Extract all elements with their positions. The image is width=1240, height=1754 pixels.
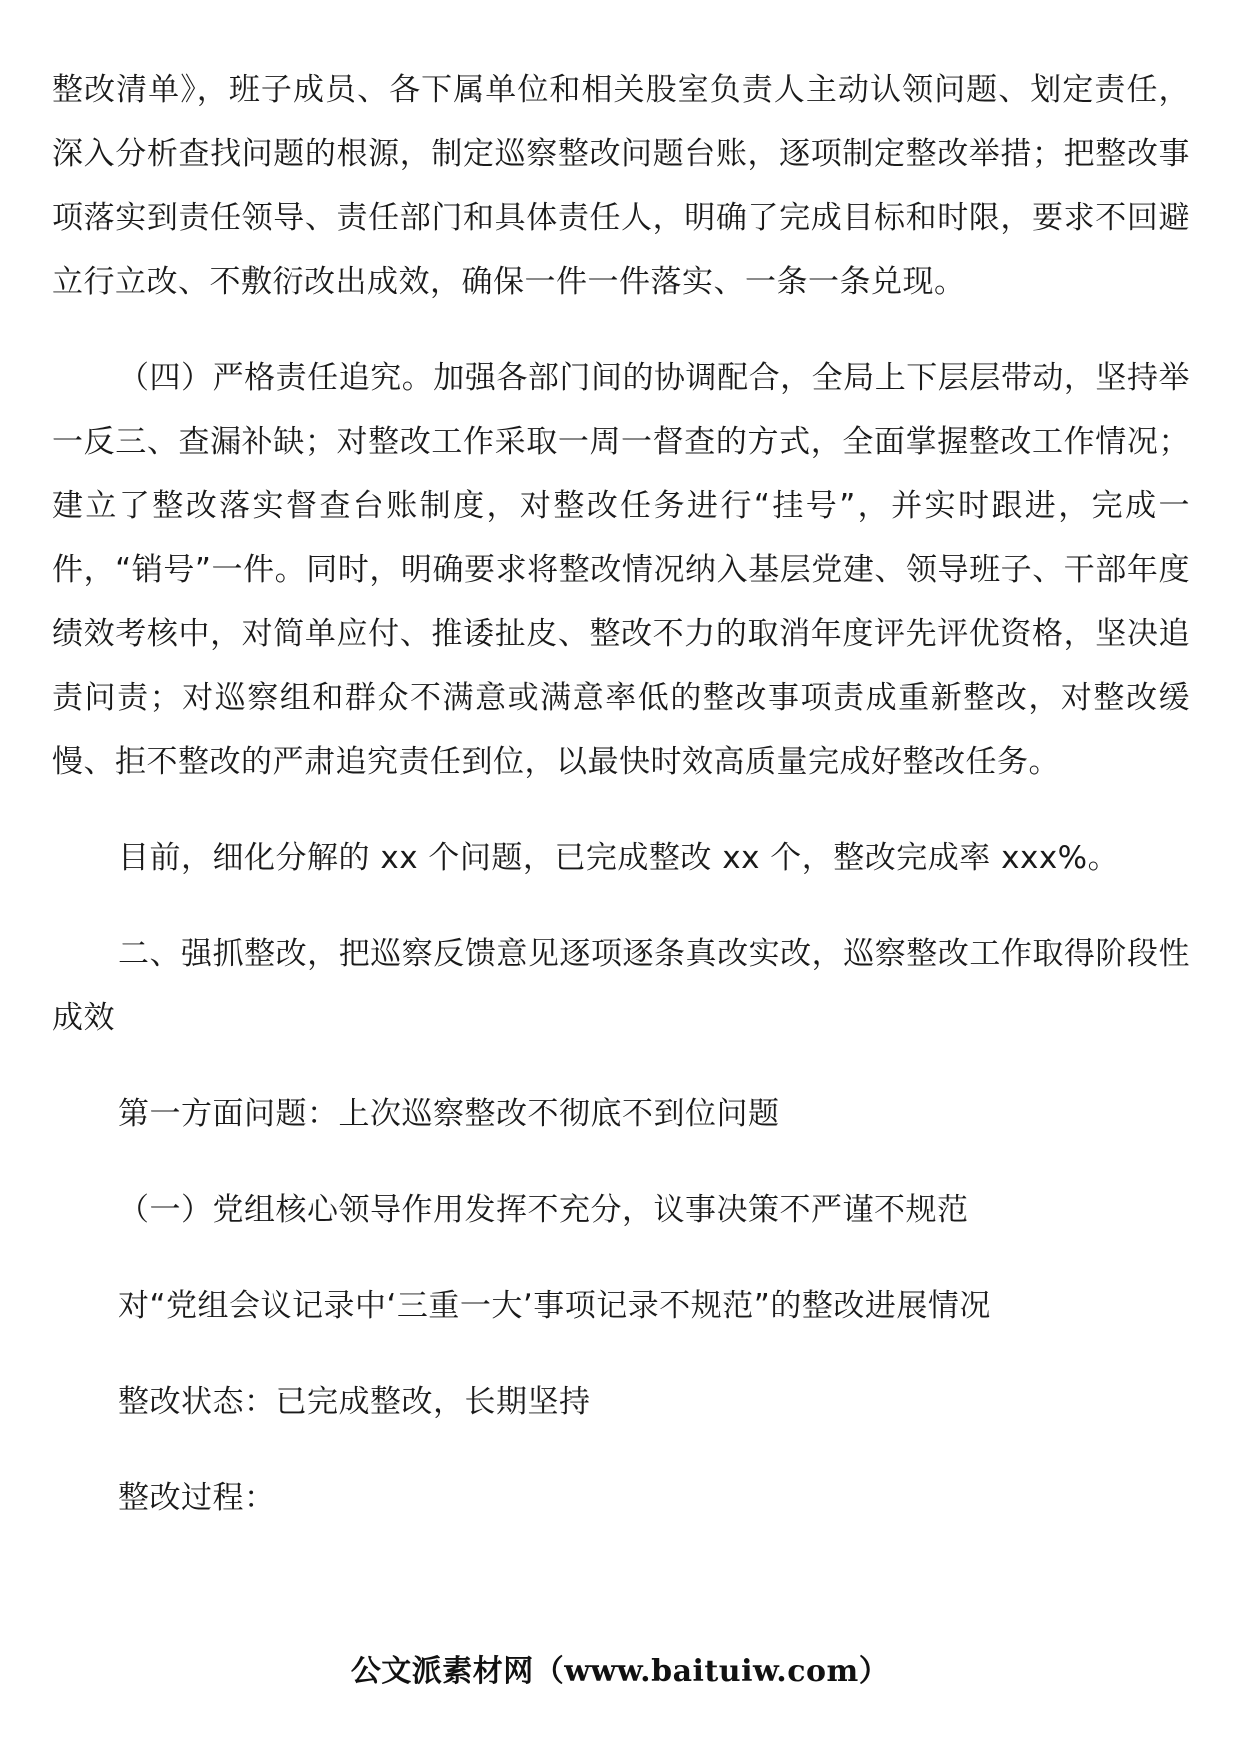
paragraph-section-two-heading: 二、强抓整改，把巡察反馈意见逐项逐条真改实改，巡察整改工作取得阶段性成效 xyxy=(52,936,1190,1036)
paragraph-rectification-status: 整改状态：已完成整改，长期坚持 xyxy=(118,1384,591,1420)
paragraph-item-one: （一）党组核心领导作用发挥不充分，议事决策不严谨不规范 xyxy=(118,1192,969,1228)
page-footer: 公文派素材网（www.baituiw.com） xyxy=(350,1654,890,1689)
paragraph-continuation: 整改清单》，班子成员、各下属单位和相关股室负责人主动认领问题、划定责任，深入分析查找问题的根源，制定巡察整改问题台账，逐项制定整改举措；把整改事项落实到责任领导、责任部门和具体责任人，明确了完成目标和时限，要求不回避立行立改、不敷衍改出成效，确保一件一件落实、一条一条兑现。 xyxy=(52,72,1190,300)
paragraph-progress-summary: 目前，细化分解的 xx 个问题，已完成整改 xx 个，整改完成率 xxx%。 xyxy=(118,840,1120,876)
paragraph-rectification-process: 整改过程： xyxy=(118,1480,276,1516)
paragraph-aspect-one: 第一方面问题：上次巡察整改不彻底不到位问题 xyxy=(118,1096,780,1132)
paragraph-section-four: （四）严格责任追究。加强各部门间的协调配合，全局上下层层带动，坚持举一反三、查漏补缺；对整改工作采取一周一督查的方式，全面掌握整改工作情况；建立了整改落实督查台账制度，对整改任务进行“挂号”，并实时跟进，完成一件，“销号”一件。同时，明确要求将整改情况纳入基层党建、领导班子、干部年度绩效考核中，对简单应付、推诿扯皮、整改不力的取消年度评先评优资格，坚决追责问责；对巡察组和群众不满意或满意率低的整改事项责成重新整改，对整改缓慢、拒不整改的严肃追究责任到位，以最快时效高质量完成好整改任务。 xyxy=(52,360,1190,780)
document-body xyxy=(52,58,1190,1562)
paragraph-rectification-topic: 对“党组会议记录中‘三重一大’事项记录不规范”的整改进展情况 xyxy=(118,1288,991,1324)
